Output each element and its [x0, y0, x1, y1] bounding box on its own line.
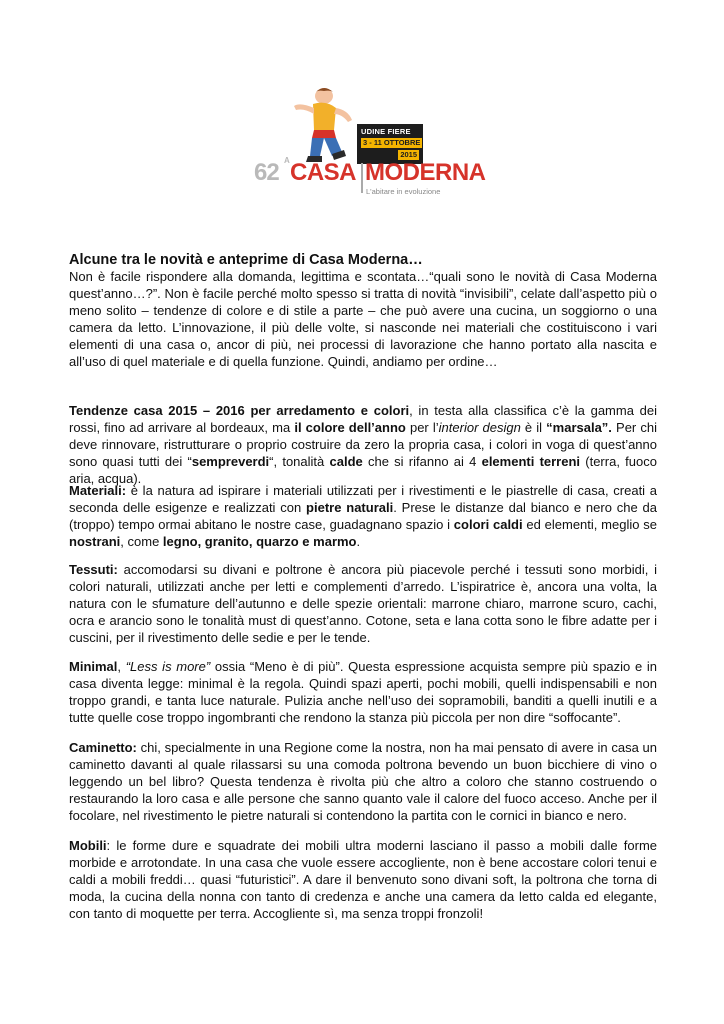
text-run: “Less is more”: [125, 659, 211, 674]
badge-venue: UDINE FIERE: [361, 127, 411, 136]
caminetto-paragraph: [69, 740, 657, 825]
minimal-section: [69, 659, 657, 727]
jumping-child-illustration: [280, 86, 360, 166]
text-run: il colore dell’anno: [294, 419, 406, 435]
caminetto-section: [69, 740, 657, 825]
text-run: (terra, fuoco aria, acqua).: [69, 453, 657, 486]
text-run: .: [356, 533, 361, 549]
text-run: nostrani: [69, 533, 121, 549]
materiali-section: [69, 483, 657, 551]
tessuti-section: [69, 562, 657, 647]
badge-dates: 3 - 11 OTTOBRE: [363, 138, 421, 147]
tendenze-paragraph: [69, 403, 657, 488]
text-run: è il: [520, 419, 547, 435]
tendenze-title: Tendenze casa 2015 – 2016 per arredamento e colori: [69, 403, 410, 418]
text-run: interior design: [438, 419, 521, 435]
tendenze-section: [69, 403, 657, 488]
text-run: per l’: [405, 419, 439, 435]
mobili-paragraph: [69, 838, 657, 923]
minimal-paragraph: [69, 659, 657, 727]
text-run: ed elementi, meglio se: [522, 516, 657, 532]
text-run: : le forme dure e squadrate dei mobili ultra moderni lasciano il passo a mobili dalle forme morbide e arrotondate. In una casa che vuole essere accogliente, non è bene accostare colori tenui e caldi a mobili freddi… quasi “futuristici”. A dare il benvenuto sono divani soft, la poltrona che torna di moda, la cucina della nonna con tanto di credenza e anche una camera da letto calda ed elegante, con tanto di moquette per terra. Accogliente sì, ma senza troppi fronzoli!: [69, 838, 657, 921]
event-badge: [357, 124, 423, 164]
materiali-paragraph: [69, 483, 657, 551]
text-run: , come: [120, 533, 163, 549]
page-title: Alcune tra le novità e anteprime di Casa Moderna…: [69, 252, 423, 268]
logo-word-moderna: MODERNA: [365, 159, 486, 186]
text-run: legno, granito, quarzo e marmo: [162, 533, 357, 549]
text-run: che si rifanno ai 4: [362, 453, 482, 469]
text-run: Per chi deve rinnovare, ristrutturare o proprio costruire da zero la propria casa, i colori in voga di quest’anno sono quasi tutti dei “: [69, 419, 657, 469]
tessuti-title: Tessuti:: [69, 562, 118, 577]
text-run: accomodarsi su divani e poltrone è ancora più piacevole perché i tessuti sono morbidi, i colori naturali, utilizzati anche per letti e complementi d’arredo. L’ispiratrice è, ancora una volta, la natura con le sfumature dell’autunno e delle spezie orientali: marrone chiaro, marrone scuro, cachi, ocra e arancio sono le tonalità must di quest’anno. Cotone, seta e lana cotta sono le fibre adatte per i cuscini, per il rivestimento delle sedie e per le tende.: [69, 562, 657, 645]
text-run: chi, specialmente in una Regione come la nostra, non ha mai pensato di avere in casa un caminetto davanti al quale rilassarsi su una comoda poltrona bevendo un buon bicchiere di vino o leggendo un bel libro? Questa tendenza è rivolta più che altro a coloro che stanno costruendo o restaurando la loro casa e alle persone che sanno quanto vale il calore del fuoco acceso. Anche per il focolare, nel rivestimento le pietre naturali si contendono la partita con le cornici in bianco e nero.: [69, 740, 657, 823]
text-run: “, tonalità: [269, 453, 330, 469]
edition-number: 62: [254, 159, 279, 186]
caminetto-title: Caminetto:: [69, 740, 137, 755]
text-run: ossia “Meno è di più”. Questa espressione acquista sempre più spazio e in casa diventa legge: minimal è la regola. Quindi spazi aperti, pochi mobili, quelli indispensabili e non troppo grandi, e tanta luce naturale. Pulizia anche nell’uso dei sopramobili, banditi a quelli inutili e a tutte quelle cose troppo ingombranti che rendono la stanza più piccola per non dire “soffocante”.: [69, 659, 657, 725]
intro-section: [69, 269, 657, 370]
text-run: elementi terreni: [481, 453, 581, 469]
logo-divider: [361, 163, 363, 193]
logo-tagline: L'abitare in evoluzione: [366, 187, 441, 196]
materiali-title: Materiali:: [69, 483, 127, 498]
minimal-title: Minimal: [69, 659, 118, 674]
mobili-section: [69, 838, 657, 923]
text-run: ,: [117, 659, 126, 674]
edition-superscript: A: [284, 156, 290, 165]
text-run: “marsala”.: [546, 419, 612, 435]
tessuti-paragraph: [69, 562, 657, 647]
badge-year: 2015: [400, 150, 417, 159]
text-run: sempreverdi: [191, 453, 270, 469]
text-run: colori caldi: [453, 516, 523, 532]
text-run: calde: [329, 453, 363, 469]
text-run: . Prese le distanze dal bianco e nero che da (troppo) tempo ormai abitano le nostre case, guadagnano spazio i: [69, 499, 657, 532]
text-run: pietre naturali: [306, 499, 394, 515]
logo-word-casa: CASA: [290, 159, 357, 186]
text-run: è la natura ad ispirare i materiali utilizzati per i rivestimenti e le piastrelle di casa, creati a seconda delle esigenze e realizzati con: [69, 483, 657, 515]
casa-moderna-logo: [250, 86, 486, 198]
intro-paragraph: Non è facile rispondere alla domanda, legittima e scontata…“quali sono le novità di Casa Moderna quest’anno…?”. Non è facile perché molto spesso si tratta di novità “invisibili”, celate dall’aspetto più o meno solito – tendenze di colore e di stile a parte – che può avere una cucina, un soggiorno o una camera da letto. L’innovazione, il più delle volte, si nasconde nei materiali che costituiscono i vari elementi di una casa o, ancor di più, nei processi di lavorazione che hanno portato alla nascita e all’uso di quel materiale e di quella funzione. Quindi, andiamo per ordine…: [69, 269, 657, 369]
mobili-title: Mobili: [69, 838, 107, 853]
text-run: , in testa alla classifica c’è la gamma dei rossi, fino ad arrivare al bordeaux, ma: [69, 403, 657, 435]
